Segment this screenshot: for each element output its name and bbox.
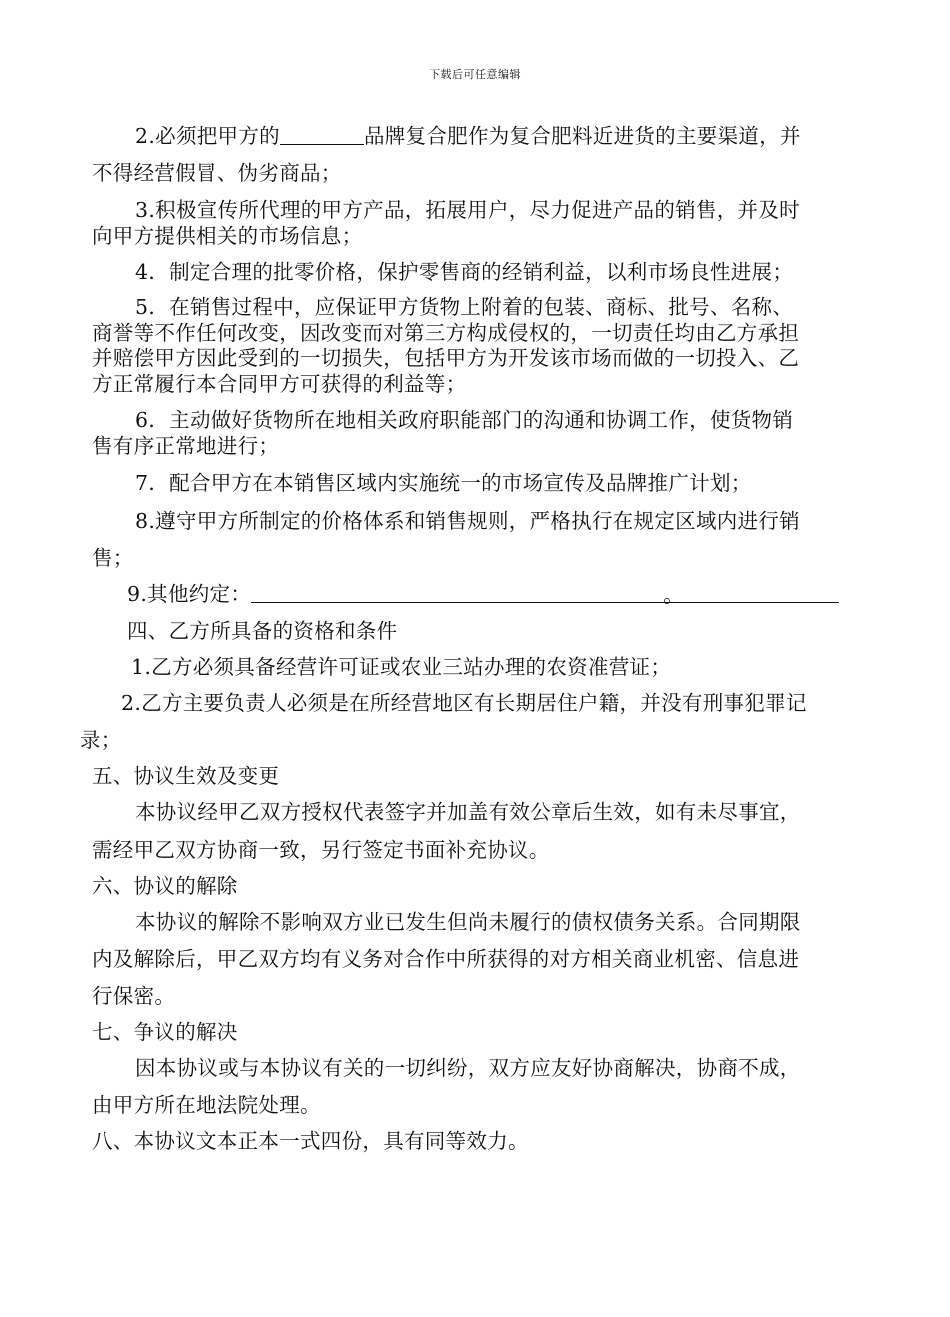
section-5-para-line-1: 本协议经甲乙双方授权代表签字并加盖有效公章后生效，如有未尽事宜， [135, 800, 801, 824]
section-5-para-line-2: 需经甲乙双方协商一致，另行签定书面补充协议。 [92, 838, 550, 862]
clause-2-text-b: 品牌复合肥作为复合肥料近进货的主要渠道，并 [363, 124, 801, 148]
clause-5-line-2: 商誉等不作任何改变，因改变而对第三方构成侵权的，一切责任均由乙方承担 [92, 321, 800, 345]
section-8-title: 八、本协议文本正本一式四份，具有同等效力。 [92, 1129, 529, 1153]
brand-blank-field[interactable] [280, 124, 364, 145]
clause-2-text-a: 2.必须把甲方的 [135, 124, 280, 148]
section-4-item-2-line-2: 录； [80, 728, 122, 752]
clause-6-line-1: 6．主动做好货物所在地相关政府职能部门的沟通和协调工作，使货物销 [135, 408, 794, 432]
clause-7: 7．配合甲方在本销售区域内实施统一的市场宣传及品牌推广计划； [135, 471, 752, 495]
clause-9-period: 。 [663, 583, 684, 607]
section-5-title: 五、协议生效及变更 [92, 764, 280, 788]
clause-8-line-2: 售； [92, 546, 134, 570]
section-6-para-line-3: 行保密。 [92, 984, 176, 1008]
section-6-para-line-2: 内及解除后，甲乙双方均有义务对合作中所获得的对方相关商业机密、信息进 [92, 947, 800, 971]
clause-9-label: 9.其他约定： [127, 582, 252, 606]
clause-5-line-1: 5．在销售过程中，应保证甲方货物上附着的包装、商标、批号、名称、 [135, 295, 794, 319]
section-7-para-line-1: 因本协议或与本协议有关的一切纠纷，双方应友好协商解决，协商不成， [135, 1056, 801, 1080]
clause-9 [127, 581, 839, 607]
clause-6-line-2: 售有序正常地进行； [92, 434, 280, 458]
clause-8-line-1: 8.遵守甲方所制定的价格体系和销售规则，严格执行在规定区域内进行销 [135, 509, 800, 533]
other-terms-blank-field[interactable] [251, 582, 839, 607]
clause-5-line-4: 方正常履行本合同甲方可获得的利益等； [92, 372, 467, 396]
clause-3-line-2: 向甲方提供相关的市场信息； [92, 224, 363, 248]
clause-3-line-1: 3.积极宣传所代理的甲方产品，拓展用户，尽力促进产品的销售，并及时 [135, 198, 800, 222]
clause-4: 4．制定合理的批零价格，保护零售商的经销利益，以利市场良性进展； [135, 260, 794, 284]
section-7-title: 七、争议的解决 [92, 1020, 238, 1044]
clause-2-line-1 [135, 123, 801, 149]
page-header: 下载后可任意编辑 [429, 68, 521, 81]
section-4-title: 四、乙方所具备的资格和条件 [127, 619, 398, 643]
clause-2-line-2: 不得经营假冒、伪劣商品； [92, 161, 342, 185]
section-4-item-1: 1.乙方必须具备经营许可证或农业三站办理的农资准营证； [131, 655, 672, 679]
section-6-title: 六、协议的解除 [92, 874, 238, 898]
section-7-para-line-2: 由甲方所在地法院处理。 [92, 1093, 321, 1117]
section-4-item-2-line-1: 2.乙方主要负责人必须是在所经营地区有长期居住户籍，并没有刑事犯罪记 [121, 691, 807, 715]
clause-5-line-3: 并赔偿甲方因此受到的一切损失，包括甲方为开发该市场而做的一切投入、乙 [92, 346, 800, 370]
section-6-para-line-1: 本协议的解除不影响双方业已发生但尚未履行的债权债务关系。合同期限 [135, 910, 801, 934]
